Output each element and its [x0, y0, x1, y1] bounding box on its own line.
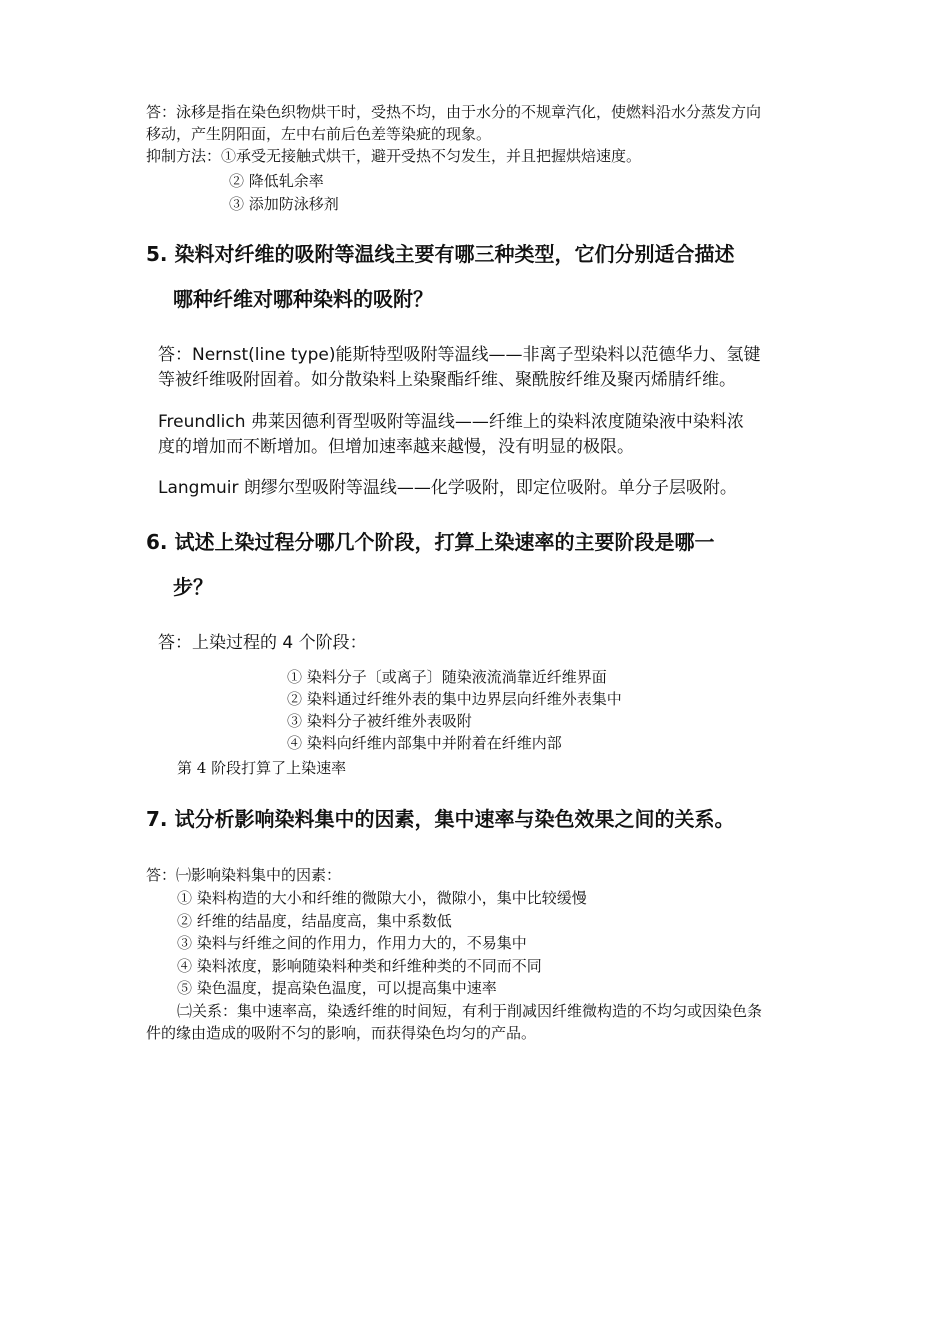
q4-answer-line-2: 移动，产生阴阳面，左中右前后色差等染疵的现象。: [146, 125, 492, 143]
q6-step-1: ① 染料分子〔或离子〕随染液流淌靠近纤维界面: [287, 668, 607, 686]
q7-factor-5: ⑤ 染色温度，提高染色温度，可以提高集中速率: [177, 979, 497, 997]
q5-title-line-2: 哪种纤维对哪种染料的吸附？: [173, 287, 433, 311]
q5-answer-2-line-1: Freundlich 弗莱因德利胥型吸附等温线——纤维上的染料浓度随染液中染料浓: [158, 412, 744, 432]
q6-answer-intro: 答：上染过程的 4 个阶段：: [158, 633, 367, 653]
q7-factor-2: ② 纤维的结晶度，结晶度高，集中系数低: [177, 912, 452, 930]
q7-relation-line-1: ㈡关系：集中速率高，染透纤维的时间短，有利于削减因纤维微构造的不均匀或因染色条: [177, 1002, 763, 1020]
q7-title: 7. 试分析影响染料集中的因素，集中速率与染色效果之间的关系。: [146, 807, 735, 831]
q7-factor-4: ④ 染料浓度，影响随染料种类和纤维种类的不同而不同: [177, 957, 542, 975]
q4-method-2: ② 降低轧余率: [229, 172, 324, 190]
q7-factor-3: ③ 染料与纤维之间的作用力，作用力大的，不易集中: [177, 934, 527, 952]
q5-answer-2-line-2: 度的增加而不断增加。但增加速率越来越慢，没有明显的极限。: [158, 437, 634, 457]
q7-intro: 答：㈠影响染料集中的因素：: [146, 866, 342, 884]
q5-answer-1-line-2: 等被纤维吸附固着。如分散染料上染聚酯纤维、聚酰胺纤维及聚丙烯腈纤维。: [158, 370, 736, 390]
q6-conclusion: 第 4 阶段打算了上染速率: [177, 759, 347, 777]
q5-answer-1-line-1: 答：Nernst(line type)能斯特型吸附等温线——非离子型染料以范德华力、氢键: [158, 345, 761, 365]
q7-relation-line-2: 件的缘由造成的吸附不匀的影响，而获得染色均匀的产品。: [146, 1024, 537, 1042]
q6-step-2: ② 染料通过纤维外表的集中边界层向纤维外表集中: [287, 690, 622, 708]
q7-factor-1: ① 染料构造的大小和纤维的微隙大小，微隙小，集中比较缓慢: [177, 889, 587, 907]
q6-step-3: ③ 染料分子被纤维外表吸附: [287, 712, 472, 730]
q4-method-3: ③ 添加防泳移剂: [229, 195, 339, 213]
q5-answer-3: Langmuir 朗缪尔型吸附等温线——化学吸附，即定位吸附。单分子层吸附。: [158, 478, 737, 498]
q6-title-line-1: 6. 试述上染过程分哪几个阶段，打算上染速率的主要阶段是哪一: [146, 530, 715, 554]
q6-title-line-2: 步？: [173, 575, 213, 599]
q6-step-4: ④ 染料向纤维内部集中并附着在纤维内部: [287, 734, 562, 752]
q4-answer-line-1: 答：泳移是指在染色织物烘干时，受热不均，由于水分的不规章汽化，使燃料沿水分蒸发方向: [146, 103, 762, 121]
q5-title-line-1: 5. 染料对纤维的吸附等温线主要有哪三种类型，它们分别适合描述: [146, 242, 735, 266]
q4-method: 抑制方法：①承受无接触式烘干，避开受热不匀发生，并且把握烘焙速度。: [146, 147, 642, 165]
